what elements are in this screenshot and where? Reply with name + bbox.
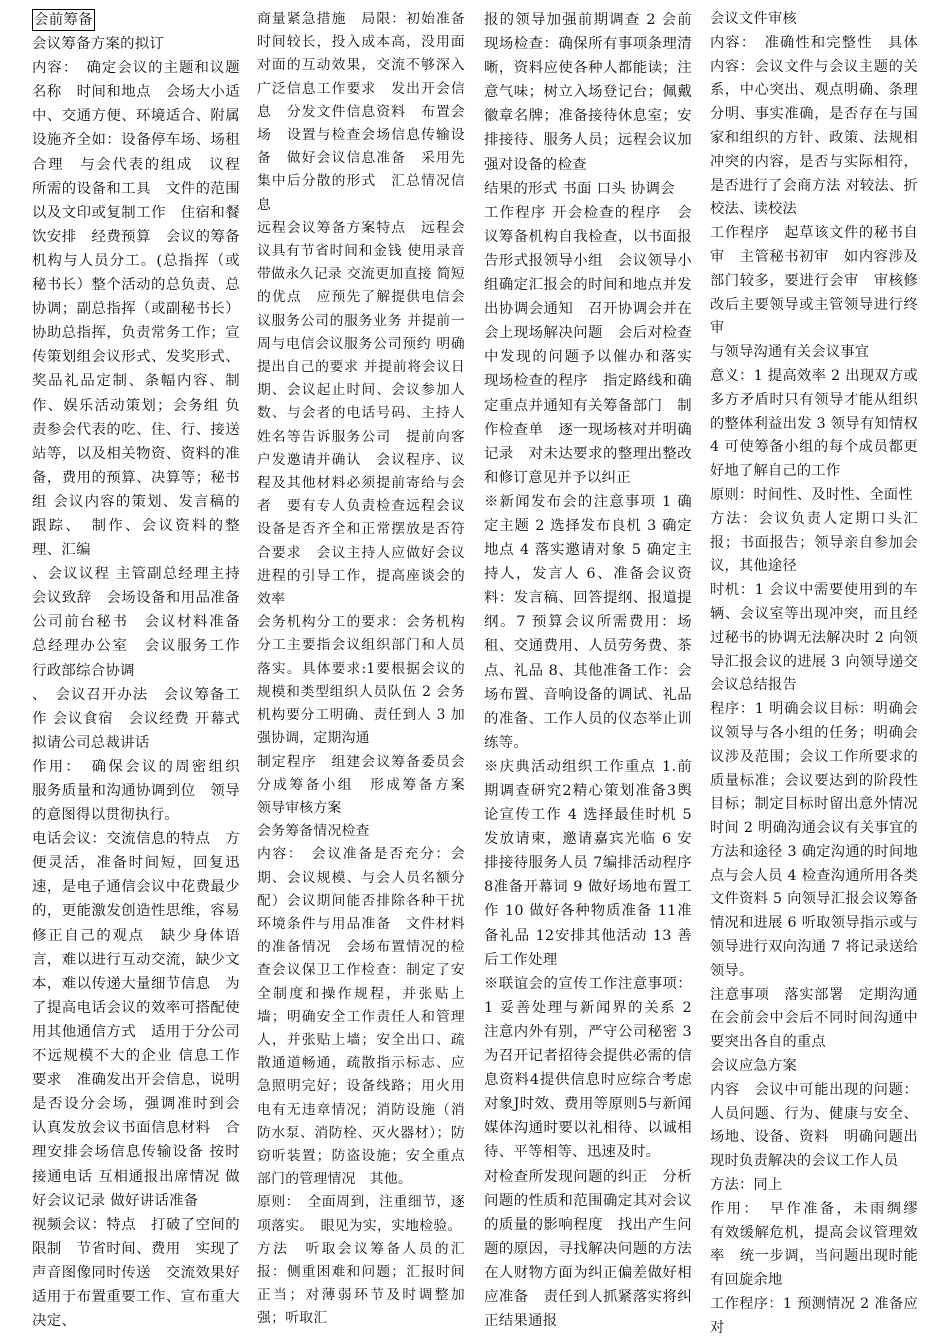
paragraph: 程序：1 明确会议目标：明确会议领导与各小组的任务；明确会议涉及范围；会议工作所要求的质量标准；会议要达到的阶段性目标；制定目标时留出意外情况时间 2 明确沟通会议有关事宜的方法和途径 3 确定沟通的时间地点与会人员 4 检查沟通所用各类文件资料 5 向领导汇报会议筹备情况和进展 6 听取领导指示或与领导进行双向沟通 7 将记录送给领导。 [710,701,918,979]
paragraph: 内容： 会议准备是否充分：会期、会议规模、与会人员名额分配）会议期间能否排除各种干扰 环境条件与用品准备 文件材料的准备情况 会场布置情况的检查会议保卫工作检查：制定了安全制度和操作规程，并张贴上墙；明确安全工作责任人和管理人，并张贴上墙；安全出口、疏散通道畅通，疏散指示标志、应急照明完好；设备线路；用火用电有无违章情况；消防设施（消防水泵、消防栓、灭火器材）；防窃听装置；防盗设施；安全重点部门的管理情况 其他。 [257,846,480,1188]
paragraph: 会务筹备情况检查 [257,823,370,840]
text-column-3 [484,8,707,1333]
paragraph: 方法：同上 [710,1177,783,1194]
paragraph: 时机：1 会议中需要使用到的车辆、会议室等出现冲突，而且经过秘书的协调无法解决时 2 向领导汇报会议的进展 3 向领导递交会议总结报告 [710,582,918,694]
paragraph: 会议应急方案 [710,1058,797,1075]
paragraph: 原则：时间性、及时性、全面性 [710,486,913,503]
paragraph: 会务机构分工的要求：会务机构分工主要指会议组织部门和人员落实。具体要求:1要根据会议的规模和类型组织人员队伍 2 会务机构要分工明确、责任到人 3 加强协调，定期沟通 [257,614,465,747]
paragraph: 、会议议程 主管副总经理主持 会议致辞 会场设备和用品准备公司前台秘书 会议材料准备 总经理办公室 会议服务工作 行政部综合协调 [32,566,255,679]
paragraph: ※庆典活动组织工作重点 1.前期调查研究2精心策划准备3舆论宣传工作 4 选择最佳时机 5 发放请柬，邀请嘉宾光临 6 安排接待服务人员 7编排活动程序8准备开幕词 9 做好场地布置工作 10 做好各种物质准备 11准备礼品 12安排其他活动 13 善后工作处理 [484,758,692,968]
paragraph: 远程会议筹备方案特点 远程会议具有节省时间和金钱 使用录音带做永久记录 交流更加直接 简短的优点 应预先了解提供电信会议服务公司的服务业务 并提前一周与电信会议服务公司预约 明确提出自己的要求 并提前将会议日期、会议起止时间、会议参加人数、与会者的电话号码、主持人姓名等告诉服务公司 提前向客户发邀请并确认 会议程序、议程及其他材料必须提前寄给与会者 要有专人负责检查远程会议设备是否齐全和正常摆放是否符合要求 会议主持人应做好会议进程的引导工作，提高座谈会的效率 [257,219,465,608]
paragraph: 意义：1 提高效率 2 出现双方或多方矛盾时只有领导才能从组织的整体利益出发 3 领导有知情权 4 可使筹备小组的每个成员都更好地了解自己的工作 [710,367,918,480]
paragraph: 内容： 确定会议的主题和议题 名称 时间和地点 会场大小适中、交通方便、环境适合、附属设施齐全如：设备停车场、场租合理 与会代表的组成 议程 所需的设备和工具 文件的范围以及文印或复制工作 住宿和餐饮安排 经费预算 会议的筹备机构与人员分工。(总指挥（或秘书长）整个活动的总负责、总协调；副总指挥（或副秘书长）协助总指挥，负责常务工作；宣传策划组会议形式、发奖形式、奖品礼品定制、条幅内容、制作、娱乐活动策划；会务组 负责参会代表的吃、住、行、接送站等，以及相关物资、资料的准备，费用的预算、决算等；秘书组 会议内容的策划、发言稿的跟踪、 制作、会议资料的整理、汇编 [32,60,255,559]
paragraph: 与领导沟通有关会议事宜 [710,344,870,361]
paragraph: ※联谊会的宣传工作注意事项：1 妥善处理与新闻界的关系 2 注意内外有别，严守公司秘密 3 为召开记者招待会提供必需的信息资料4提供信息时应综合考虑对象J时效、费用等原则5与新闻媒体沟通时要以礼相待、以诚相待、平等相等、迅速及时。 [484,975,692,1161]
section-header [32,8,240,32]
paragraph: 会议筹备方案的拟订 [32,36,165,53]
paragraph: 作用： 确保会议的周密组织 服务质量和沟通协调到位 领导的意图得以贯彻执行。 [32,758,255,824]
paragraph: 注意事项 落实部署 定期沟通 在会前会中会后不同时间沟通中要突出各自的重点 [710,986,933,1051]
paragraph: 商量紧急措施 局限：初始准备时间较长，投入成本高，没用面对面的互动效果，交流不够深入广泛信息工作要求 发出开会信息 分发文件信息资料 布置会场 设置与检查会场信息传输设备 做好会议信息准备 采用先集中后分散的形式 汇总情况信息 [257,11,465,213]
paragraph: 对检查所发现问题的纠正 分析问题的性质和范围确定其对会议的质量的影响程度 找出产生问题的原因，寻找解决问题的方法 在人财物方面为纠正偏差做好相应准备 责任到人抓紧落实将纠正结果通报 [484,1168,707,1330]
paragraph: 会议文件审核 [710,11,797,27]
paragraph: 结果的形式 书面 口头 协调会 [484,180,675,197]
paragraph: ※新闻发布会的注意事项 1 确定主题 2 选择发布良机 3 确定地点 4 落实邀请对象 5 确定主持人，发言人 6、准备会议资料：发言稿、回答提纲、报道提纲。7 预算会议所需费用：场租、交通费用、人员劳务费、茶点、礼品 8、其他准备工作：会场布置、音响设备的调试、礼品的准备、工作人员的仪态举止训练等。 [484,493,692,751]
text-column-4 [710,8,933,1341]
text-column-1 [32,8,255,1333]
header-box: 会前筹备 [32,9,95,31]
paragraph: 电话会议：交流信息的特点 方便灵活，准备时间短，回复迅速，是电子通信会议中花费最少的，更能激发创造性思维，容易修正自己的观点 缺少身体语言，难以进行互动交流，缺少文本，难以传递大量细节信息 为了提高电话会议的效率可搭配使用其他通信方式 适用于分公司不远规模不大的企业 信息工作要求 准确发出开会信息，说明是否设分会场，强调准时到会 认真发放会议书面信息材料 合理安排会场信息传输设备 按时接通电话 互相通报出席情况 做好会议记录 做好讲话准备 [32,831,255,1209]
paragraph: 工作程序 开会检查的程序 会议筹备机构自我检查，以书面报告形式报领导小组 会议领导小组确定汇报会的时间和地点并发出协调会通知 召开协调会并在会上现场解决问题 会后对检查中发现的问题予以催办和落实 现场检查的程序 指定路线和确定重点并通知有关筹备部门 制作检查单 逐一现场核对并明确记录 对未达要求的整理出整改和修订意见并予以纠正 [484,204,692,486]
paragraph: 工作程序：1 预测情况 2 准备应对 [710,1296,918,1336]
paragraph: 方法：会议负责人定期口头汇报；书面报告；领导亲自参加会议，其他途径 [710,510,918,575]
paragraph: 视频会议：特点 打破了空间的限制 节省时间、费用 实现了声音图像同时传送 交流效果好 适用于布置重要工作、宣布重大决定、 [32,1216,255,1330]
paragraph: 制定程序 组建会议筹备委员会 分成筹备小组 形成筹备方案 领导审核方案 [257,753,480,816]
paragraph: 、 会议召开办法 会议筹备工作 会议食宿 会议经费 开幕式拟请公司总裁讲话 [32,686,240,751]
paragraph: 方法 听取会议筹备人员的汇报：侧重困难和问题；汇报时间正当；对薄弱环节及时调整加强；听取汇 [257,1240,465,1327]
paragraph: 工作程序 起草该文件的秘书自审 主管秘书初审 如内容涉及部门较多，要进行会审 审核修改后主要领导或主管领导进行终审 [710,225,918,337]
paragraph: 内容： 准确性和完整性 具体内容：会议文件与会议主题的关系，中心突出、观点明确、条理分明、事实准确，是否存在与国家和组织的方针、政策、法规相冲突的内容，是否与实际相符，是否进行了会商方法 对较法、折校法、读校法 [710,34,918,218]
text-column-2 [257,8,480,1331]
paragraph: 报的领导加强前期调查 2 会前现场检查：确保所有事项条理清晰，资料应使各种人都能读；注意气味；树立入场登记台；佩戴徽章名牌；准备接待休息室；安排接待、服务人员；远程会议加强对设备的检查 [484,12,692,173]
paragraph: 原则： 全面周到，注重细节，逐项落实。 眼见为实，实地检验。 [257,1194,465,1234]
paragraph: 内容 会议中可能出现的问题：人员问题、行为、健康与安全、场地、设备、资料 明确问题出现时负责解决的会议工作人员 [710,1081,918,1170]
paragraph: 作用： 早作准备，未雨绸缪 有效缓解危机，提高会议管理效率 统一步调，当问题出现时能有回旋余地 [710,1200,933,1289]
